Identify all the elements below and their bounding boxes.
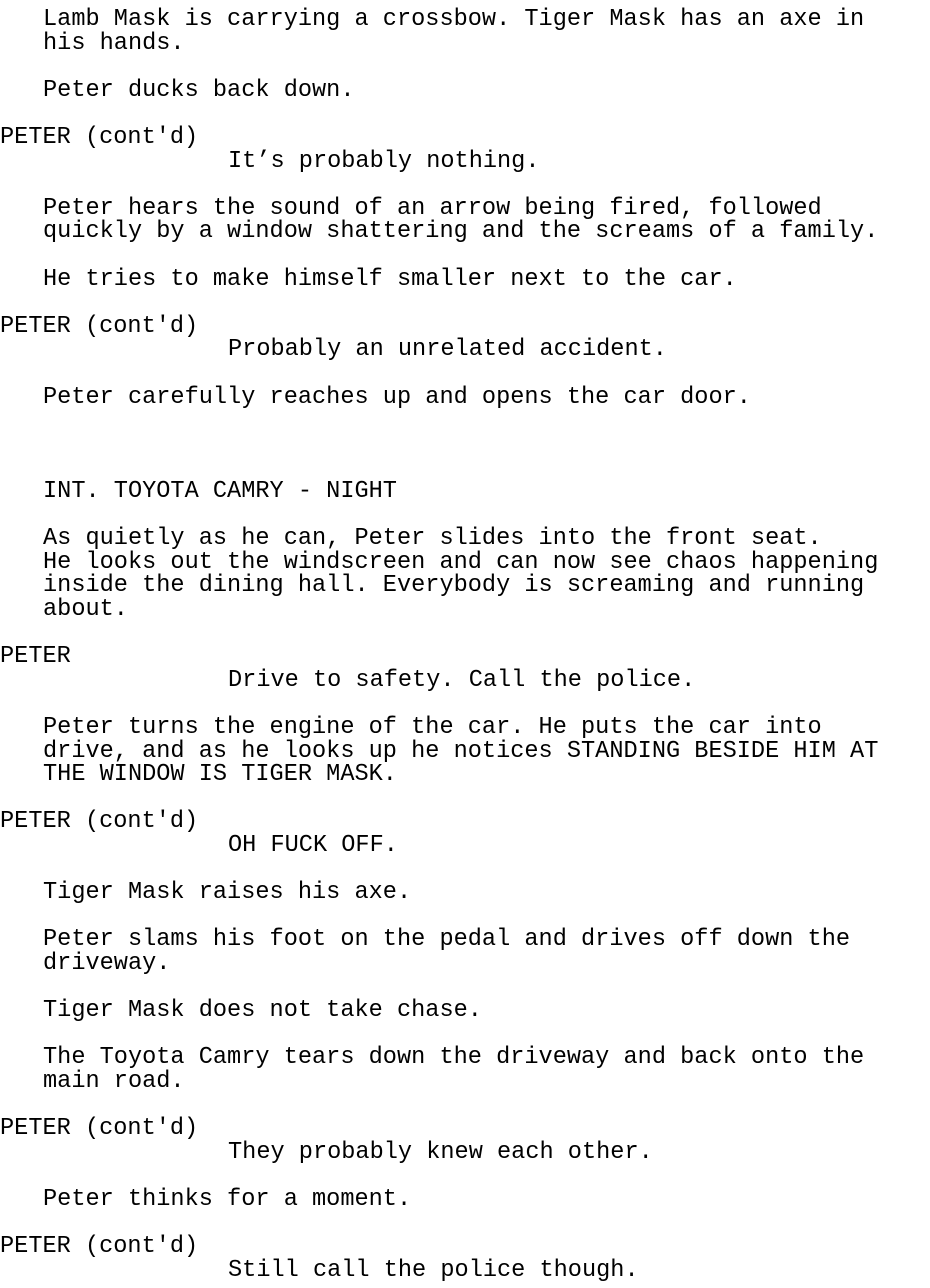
action-line: Peter hears the sound of an arrow being fired, followed [43, 194, 822, 222]
action-line: The Toyota Camry tears down the driveway and back onto the [43, 1044, 865, 1072]
action-line: Tiger Mask does not take chase. [43, 997, 482, 1025]
character-cue: PETER (cont'd) [0, 808, 199, 836]
dialogue-line: Drive to safety. Call the police. [228, 666, 696, 694]
character-cue: PETER (cont'd) [0, 1115, 199, 1143]
dialogue-line: OH FUCK OFF. [228, 832, 398, 859]
action-line: As quietly as he can, Peter slides into the front seat. [43, 525, 822, 553]
action-line: Tiger Mask raises his axe. [43, 879, 412, 907]
action-line: main road. [43, 1068, 185, 1095]
action-line: his hands. [43, 29, 185, 57]
character-cue: PETER (cont'd) [0, 124, 199, 151]
character-cue: PETER (cont'd) [0, 312, 199, 340]
action-line: THE WINDOW IS TIGER MASK. [43, 761, 397, 789]
character-cue: PETER (cont'd) [0, 1233, 199, 1261]
dialogue-line: They probably knew each other. [228, 1138, 653, 1166]
action-line: He tries to make himself smaller next to the car. [43, 265, 737, 293]
dialogue-line: It’s probably nothing. [228, 147, 540, 175]
scene-heading: INT. TOYOTA CAMRY - NIGHT [43, 478, 397, 505]
action-line: Peter turns the engine of the car. He puts the car into [43, 714, 822, 741]
action-line: inside the dining hall. Everybody is screaming and running [43, 572, 865, 600]
action-line: Peter carefully reaches up and opens the car door. [43, 383, 751, 411]
dialogue-line: Still call the police though. [228, 1256, 639, 1284]
action-line: driveway. [43, 950, 171, 977]
action-line: quickly by a window shattering and the screams of a family. [43, 218, 879, 246]
action-line: Lamb Mask is carrying a crossbow. Tiger Mask has an axe in [43, 6, 865, 33]
character-cue: PETER [0, 643, 71, 671]
dialogue-line: Probably an unrelated accident. [228, 336, 667, 364]
action-line: about. [43, 596, 128, 623]
action-line: drive, and as he looks up he notices STANDING BESIDE HIM AT [43, 737, 879, 765]
action-line: Peter slams his foot on the pedal and drives off down the [43, 926, 851, 954]
action-line: Peter ducks back down. [43, 76, 355, 104]
action-line: Peter thinks for a moment. [43, 1186, 412, 1213]
action-line: He looks out the windscreen and can now see chaos happening [43, 548, 879, 576]
